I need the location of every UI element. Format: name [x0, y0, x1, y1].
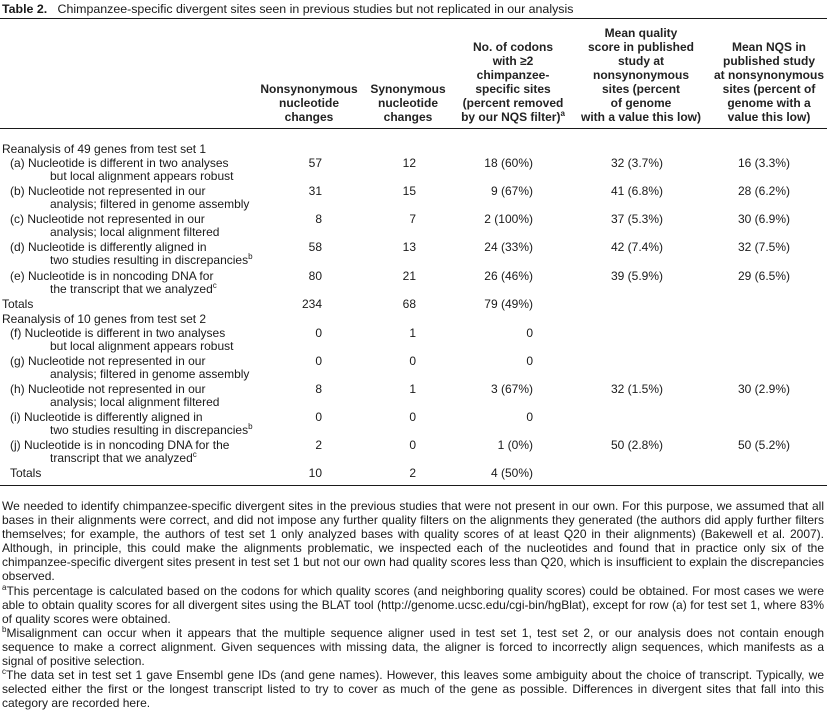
- table-label: Table 2.: [2, 2, 48, 16]
- cell-mean-nqs: 29 (6.5%): [737, 269, 790, 283]
- top-rule: [0, 18, 827, 19]
- totals-label-set1: Totals: [2, 297, 34, 311]
- cell-quality-score: 32 (1.5%): [610, 382, 663, 396]
- cell-quality-score: 41 (6.8%): [610, 184, 663, 198]
- row-label-line1: (a) Nucleotide is different in two analyses: [10, 156, 229, 170]
- row-label-line2: analysis; filtered in genome assembly: [50, 367, 250, 381]
- section-heading-set1: Reanalysis of 49 genes from test set 1: [2, 142, 207, 156]
- row-label-line1: (e) Nucleotide is in noncoding DNA for: [10, 269, 214, 283]
- row-label-line2: the transcript that we analyzed$^c$: [50, 281, 217, 296]
- cell-codons: 0: [526, 354, 533, 368]
- cell-synonymous: 1: [409, 326, 416, 340]
- row-label-line1: (c) Nucleotide not represented in our: [10, 212, 205, 226]
- cell-nonsynonymous: 0: [315, 410, 322, 424]
- totals1-codons: 79 (49%): [484, 297, 533, 311]
- cell-codons: 0: [526, 410, 533, 424]
- cell-codons: 24 (33%): [484, 240, 533, 254]
- row-label-line2: transcript that we analyzed$^c$: [50, 450, 197, 465]
- cell-synonymous: 0: [409, 438, 416, 452]
- table-caption: [2, 2, 573, 16]
- totals2-synonymous: 2: [409, 466, 416, 480]
- cell-nonsynonymous: 8: [315, 382, 322, 396]
- row-label-line2: two studies resulting in discrepancies$^b$: [50, 252, 253, 267]
- cell-synonymous: 0: [409, 410, 416, 424]
- note-main: We needed to identify chimpanzee-specific divergent sites in the previous studies that were not present in our own. For this purpose, we assumed that all bases in their alignments were correct, and did not impose any further quality filters on the alignments they generated (the authors did apply further filters themselves; for example, the authors of test set 1 only analyzed bases with quality scores of at least Q20 in their alignments) (Bakewell et al. 2007). Although, in principle, this could make the alignments problematic, we inspected each of the nucleotides and found that in practice only six of the chimpanzee-specific divergent sites present in test set 1 but not our own had quality scores less than Q20, which is insufficient to explain the discrepancies observed.: [2, 499, 824, 584]
- cell-codons: 1 (0%): [497, 438, 533, 452]
- table-notes: [2, 499, 824, 710]
- cell-quality-score: 39 (5.9%): [610, 269, 663, 283]
- row-label-line2: analysis; filtered in genome assembly: [50, 197, 250, 211]
- cell-synonymous: 12: [402, 156, 416, 170]
- row-label-line2: but local alignment appears robust: [50, 339, 234, 353]
- totals2-codons: 4 (50%): [490, 466, 533, 480]
- row-label-line2: analysis; local alignment filtered: [50, 225, 220, 239]
- cell-quality-score: 50 (2.8%): [610, 438, 663, 452]
- row-label-line2: analysis; local alignment filtered: [50, 395, 220, 409]
- cell-codons: 0: [526, 326, 533, 340]
- header-quality-score: Mean quality score in published study at nonsynonymous sites (percent of genome with a value this low): [580, 26, 702, 124]
- header-codons: No. of codons with ≥2 chimpanzee- specific sites (percent removed by our NQS filter)$^a$: [461, 40, 565, 124]
- cell-synonymous: 15: [402, 184, 416, 198]
- totals1-nonsynonymous: 234: [301, 297, 322, 311]
- cell-nonsynonymous: 2: [315, 438, 322, 452]
- cell-nonsynonymous: 31: [308, 184, 322, 198]
- cell-synonymous: 13: [402, 240, 416, 254]
- cell-mean-nqs: 30 (2.9%): [737, 382, 790, 396]
- header-nonsynonymous: Nonsynonymous nucleotide changes: [260, 82, 358, 124]
- cell-codons: 26 (46%): [484, 269, 533, 283]
- header-mean-nqs: Mean NQS in published study at nonsynonymous sites (percent of genome with a value this low): [713, 40, 824, 124]
- cell-nonsynonymous: 57: [308, 156, 322, 170]
- cell-synonymous: 0: [409, 354, 416, 368]
- cell-nonsynonymous: 0: [315, 354, 322, 368]
- row-label-line1: (d) Nucleotide is differently aligned in: [10, 240, 207, 254]
- footnote-a: $^a$This percentage is calculated based on the codons for which quality scores (and neighboring quality scores) could be obtained. For most cases we were able to obtain quality scores for all divergent sites using the BLAT tool (http://genome.ucsc.edu/cgi-bin/hgBlat), except for row (a) for test set 1, where 83% of quality scores were obtained.: [2, 582, 824, 626]
- totals-label-set2: Totals: [10, 466, 42, 480]
- row-label-line1: (f) Nucleotide is different in two analyses: [10, 326, 226, 340]
- row-label-line2: two studies resulting in discrepancies$^b$: [50, 422, 253, 437]
- footnote-b: $^b$Misalignment can occur when it appears that the multiple sequence aligner used in test set 1, test set 2, or our analysis does not contain enough sequence to make a correct alignment. Given sequences with missing data, the aligner is forced to incorrectly align sequences, which manifests as a signal of positive selection.: [2, 624, 824, 669]
- cell-quality-score: 32 (3.7%): [610, 156, 663, 170]
- cell-mean-nqs: 32 (7.5%): [737, 240, 790, 254]
- totals2-nonsynonymous: 10: [308, 466, 322, 480]
- cell-quality-score: 42 (7.4%): [610, 240, 663, 254]
- cell-codons: 9 (67%): [490, 184, 533, 198]
- cell-synonymous: 1: [409, 382, 416, 396]
- cell-nonsynonymous: 80: [308, 269, 322, 283]
- cell-nonsynonymous: 58: [308, 240, 322, 254]
- cell-nonsynonymous: 0: [315, 326, 322, 340]
- footnote-c: $^c$The data set in test set 1 gave Ensembl gene IDs (and gene names). However, this leaves some ambiguity about the choice of transcript. Typically, we selected either the first or the longest transcript listed to try to cover as much of the gene as possible. Differences in divergent sites that fall into this category are recorded here.: [2, 667, 824, 710]
- cell-mean-nqs: 28 (6.2%): [737, 184, 790, 198]
- row-label-line1: (i) Nucleotide is differently aligned in: [10, 410, 203, 424]
- cell-codons: 3 (67%): [490, 382, 533, 396]
- row-label-line1: (h) Nucleotide not represented in our: [10, 382, 206, 396]
- row-label-line1: (j) Nucleotide is in noncoding DNA for the: [10, 438, 230, 452]
- header-rule: [0, 128, 827, 129]
- row-label-line1: (b) Nucleotide not represented in our: [10, 184, 206, 198]
- cell-mean-nqs: 30 (6.9%): [737, 212, 790, 226]
- header-synonymous: Synonymous nucleotide changes: [370, 82, 446, 124]
- cell-synonymous: 21: [402, 269, 416, 283]
- section-heading-set2: Reanalysis of 10 genes from test set 2: [2, 312, 207, 326]
- row-label-line2: but local alignment appears robust: [50, 169, 234, 183]
- cell-codons: 2 (100%): [484, 212, 533, 226]
- totals1-synonymous: 68: [402, 297, 416, 311]
- cell-codons: 18 (60%): [484, 156, 533, 170]
- table-title: Chimpanzee-specific divergent sites seen in previous studies but not replicated in our analysis: [57, 2, 574, 16]
- cell-mean-nqs: 50 (5.2%): [737, 438, 790, 452]
- row-label-line1: (g) Nucleotide not represented in our: [10, 354, 206, 368]
- bottom-rule: [0, 485, 827, 486]
- cell-quality-score: 37 (5.3%): [610, 212, 663, 226]
- cell-nonsynonymous: 8: [315, 212, 322, 226]
- cell-mean-nqs: 16 (3.3%): [737, 156, 790, 170]
- cell-synonymous: 7: [409, 212, 416, 226]
